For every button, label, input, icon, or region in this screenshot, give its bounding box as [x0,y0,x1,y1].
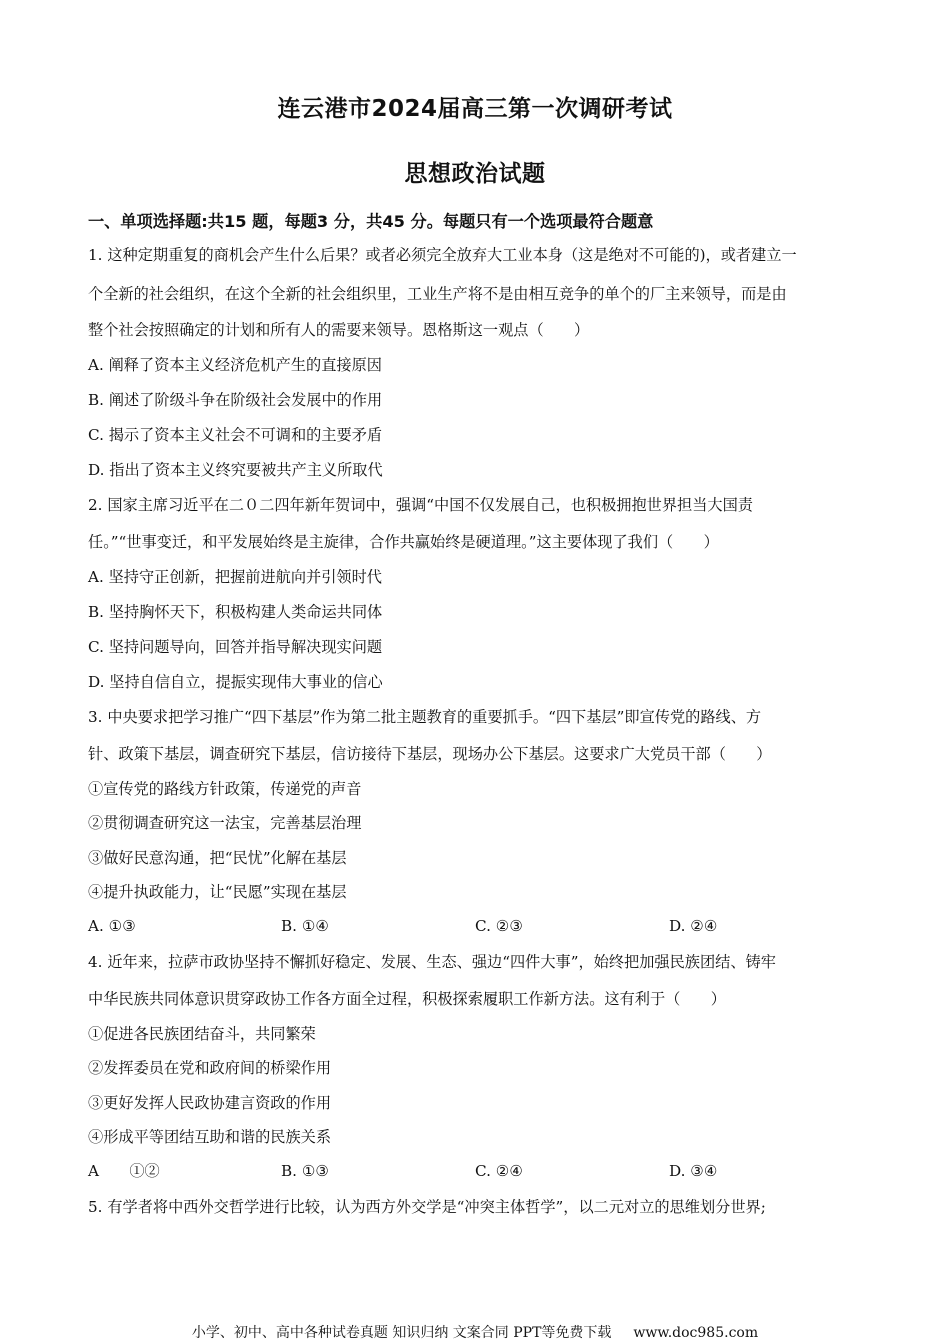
question-3-line-2: 针、政策下基层，调查研究下基层，信访接待下基层，现场办公下基层。这要求广大党员干部（ ） [88,745,772,763]
section-header: 一、单项选择题:共15 题，每题3 分，共45 分。每题只有一个选项最符合题意 [88,212,654,231]
question-1-line-1: 1. 这种定期重复的商机会产生什么后果？或者必须完全放弃大工业本身（这是绝对不可能的)，或者建立一 [88,246,797,264]
question-3-item-3: ③做好民意沟通，把“民忧”化解在基层 [88,849,347,867]
question-4-item-4: ④形成平等团结互助和谐的民族关系 [88,1128,331,1146]
question-1-line-2: 个全新的社会组织，在这个全新的社会组织里，工业生产将不是由相互竞争的单个的厂主来领导，而是由 [88,285,787,303]
choice-c: C. ②③ [475,917,523,935]
choice-a: A ①② [88,1162,160,1180]
question-2-line-1: 2. 国家主席习近平在二０二四年新年贺词中，强调“中国不仅发展自己，也积极拥抱世界担当大国责 [88,496,753,514]
choice-d: D. ③④ [669,1162,718,1180]
question-4-item-3: ③更好发挥人民政协建言资政的作用 [88,1094,331,1112]
choice-c: C. ②④ [475,1162,523,1180]
page-footer [0,1322,950,1342]
question-2-option-c: C. 坚持问题导向，回答并指导解决现实问题 [88,638,383,656]
choice-b: B. ①③ [281,1162,330,1180]
question-3-item-1: ①宣传党的路线方针政策，传递党的声音 [88,780,362,798]
question-2-option-a: A. 坚持守正创新，把握前进航向并引领时代 [88,568,382,586]
choice-d: D. ②④ [669,917,718,935]
footer-text: 小学、初中、高中各种试卷真题 知识归纳 文案合同 PPT等免费下载 [191,1325,612,1341]
exam-subject: 思想政治试题 [404,161,546,187]
question-5-line-1: 5. 有学者将中西外交哲学进行比较，认为西方外交学是“冲突主体哲学”，以二元对立的思维划分世界; [88,1198,766,1216]
question-3-item-4: ④提升执政能力，让“民愿”实现在基层 [88,883,347,901]
footer-link[interactable]: www.doc985.com [633,1325,759,1341]
choice-a: A. ①③ [88,917,136,935]
question-4-line-1: 4. 近年来，拉萨市政协坚持不懈抓好稳定、发展、生态、强边“四件大事”，始终把加强民族团结、铸牢 [88,953,776,971]
question-3-item-2: ②贯彻调查研究这一法宝，完善基层治理 [88,814,362,832]
question-2-line-2: 任。”“世事变迁，和平发展始终是主旋律，合作共赢始终是硬道理。”这主要体现了我们（ ） [88,533,719,551]
question-2-option-d: D. 坚持自信自立，提振实现伟大事业的信心 [88,673,383,691]
question-1-line-3: 整个社会按照确定的计划和所有人的需要来领导。恩格斯这一观点（ ） [88,321,590,339]
question-2-option-b: B. 坚持胸怀天下，积极构建人类命运共同体 [88,603,383,621]
question-4-line-2: 中华民族共同体意识贯穿政协工作各方面全过程，积极探索履职工作新方法。这有利于（ ） [88,990,726,1008]
question-1-option-b: B. 阐述了阶级斗争在阶级社会发展中的作用 [88,391,383,409]
question-4-item-1: ①促进各民族团结奋斗，共同繁荣 [88,1025,316,1043]
choice-b: B. ①④ [281,917,330,935]
exam-title: 连云港市2024届高三第一次调研考试 [277,96,673,122]
question-4-item-2: ②发挥委员在党和政府间的桥梁作用 [88,1059,331,1077]
question-1-option-a: A. 阐释了资本主义经济危机产生的直接原因 [88,356,382,374]
question-3-line-1: 3. 中央要求把学习推广“四下基层”作为第二批主题教育的重要抓手。“四下基层”即宣传党的路线、方 [88,708,762,726]
question-1-option-d: D. 指出了资本主义终究要被共产主义所取代 [88,461,383,479]
question-1-option-c: C. 揭示了资本主义社会不可调和的主要矛盾 [88,426,383,444]
